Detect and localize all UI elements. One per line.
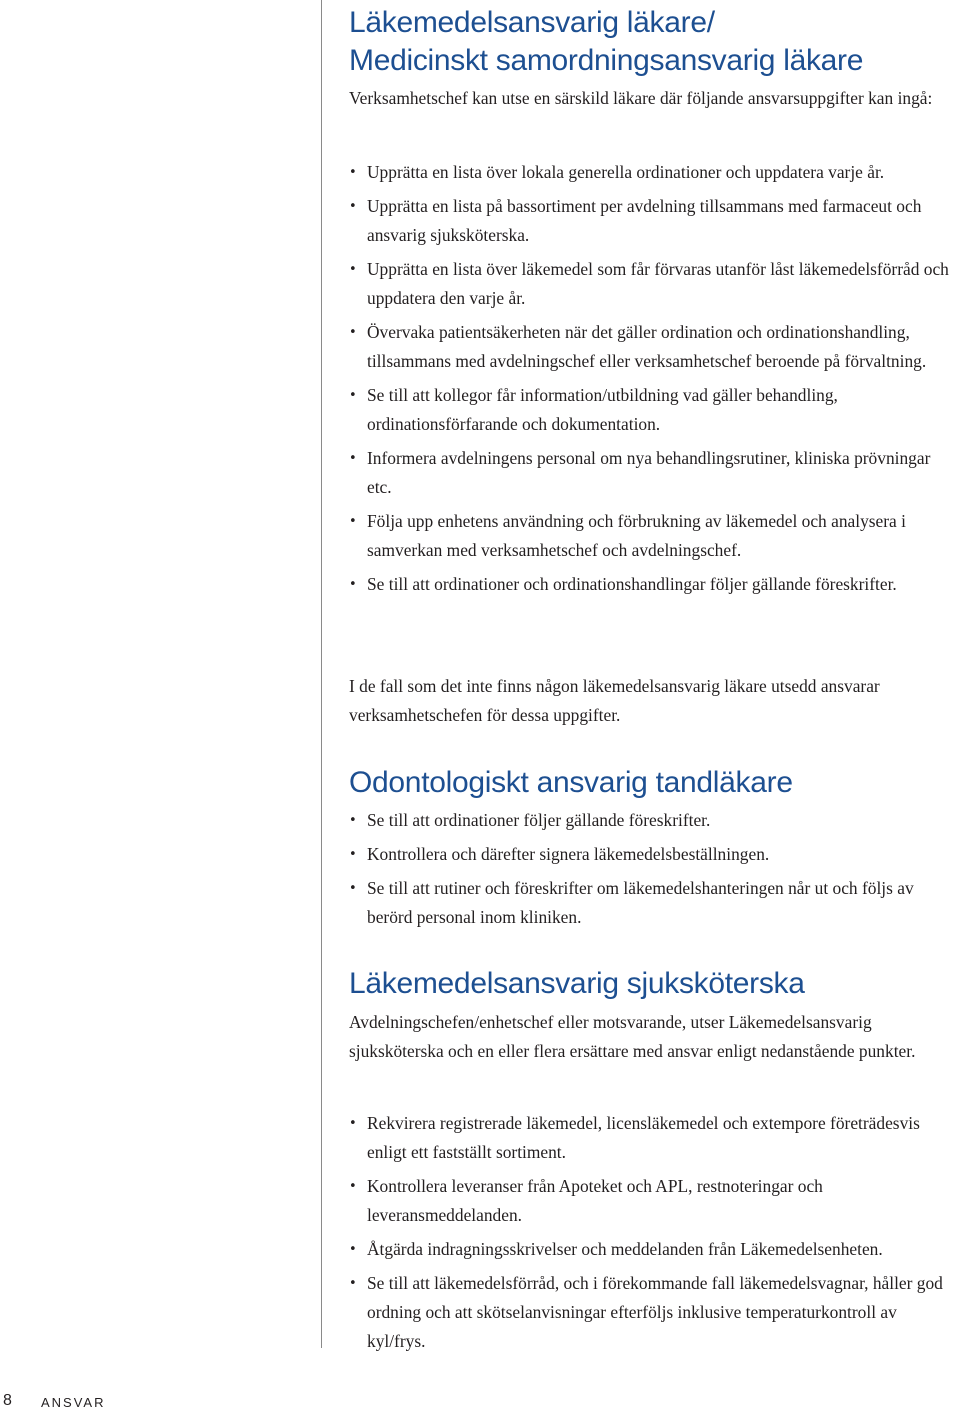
list-item: • Upprätta en lista på bassortiment per avdelning tillsammans med farmaceut och ansvarig sjuksköterska. — [349, 192, 955, 250]
section2-bullet-list — [349, 806, 955, 937]
list-item: • Se till att ordinationer och ordinationshandlingar följer gällande föreskrifter. — [349, 570, 955, 599]
title-line-2: Medicinskt samordningsansvarig läkare — [349, 44, 864, 77]
section-title-odontologiskt: Odontologiskt ansvarig tandläkare — [349, 766, 793, 799]
list-item: • Kontrollera och därefter signera läkemedelsbeställningen. — [349, 840, 955, 869]
list-item: • Se till att kollegor får information/utbildning vad gäller behandling, ordinationsförfarande och dokumentation. — [349, 381, 955, 439]
section-title-lakemedelsansvarig-lakare — [349, 4, 863, 80]
list-item: • Se till att läkemedelsförråd, och i förekommande fall läkemedelsvagnar, håller god ordning och att skötselanvisningar efterföljs inklusive temperaturkontroll av kyl/frys. — [349, 1269, 955, 1356]
list-item: • Rekvirera registrerade läkemedel, licensläkemedel och extempore företrädesvis enligt ett fastställt sortiment. — [349, 1109, 955, 1167]
page-number: 8 — [3, 1392, 12, 1409]
column-divider — [321, 0, 322, 1348]
section3-intro: Avdelningschefen/enhetschef eller motsvarande, utser Läkemedelsansvarig sjuksköterska och en eller flera ersättare med ansvar enligt nedanstående punkter. — [349, 1012, 916, 1061]
list-item: • Upprätta en lista över läkemedel som får förvaras utanför låst läkemedelsförråd och uppdatera den varje år. — [349, 255, 955, 313]
list-item: • Kontrollera leveranser från Apoteket och APL, restnoteringar och leveransmeddelanden. — [349, 1172, 955, 1230]
section-title-lakemedelsansvarig-sjukskoterska: Läkemedelsansvarig sjuksköterska — [349, 967, 805, 1000]
list-item: • Se till att rutiner och föreskrifter om läkemedelshanteringen når ut och följs av berörd personal inom kliniken. — [349, 874, 955, 932]
running-head: ANSVAR — [41, 1395, 106, 1410]
section1-bullet-list — [349, 158, 955, 604]
list-item: • Informera avdelningens personal om nya behandlingsrutiner, kliniska prövningar etc. — [349, 444, 955, 502]
section1-intro: Verksamhetschef kan utse en särskild läkare där följande ansvarsuppgifter kan ingå: — [349, 88, 933, 108]
list-item: • Åtgärda indragningsskrivelser och meddelanden från Läkemedelsenheten. — [349, 1235, 955, 1264]
list-item: • Upprätta en lista över lokala generella ordinationer och uppdatera varje år. — [349, 158, 955, 187]
title-line-1: Läkemedelsansvarig läkare/ — [349, 6, 715, 39]
list-item: • Övervaka patientsäkerheten när det gäller ordination och ordinationshandling, tillsammans med avdelningschef eller verksamhetschef beroende på förvaltning. — [349, 318, 955, 376]
section3-bullet-list — [349, 1109, 955, 1361]
list-item: • Följa upp enhetens användning och förbrukning av läkemedel och analysera i samverkan med verksamhetschef och avdelningschef. — [349, 507, 955, 565]
section1-closing: I de fall som det inte finns någon läkemedelsansvarig läkare utsedd ansvarar verksamhetschefen för dessa uppgifter. — [349, 676, 880, 725]
list-item: • Se till att ordinationer följer gällande föreskrifter. — [349, 806, 955, 835]
